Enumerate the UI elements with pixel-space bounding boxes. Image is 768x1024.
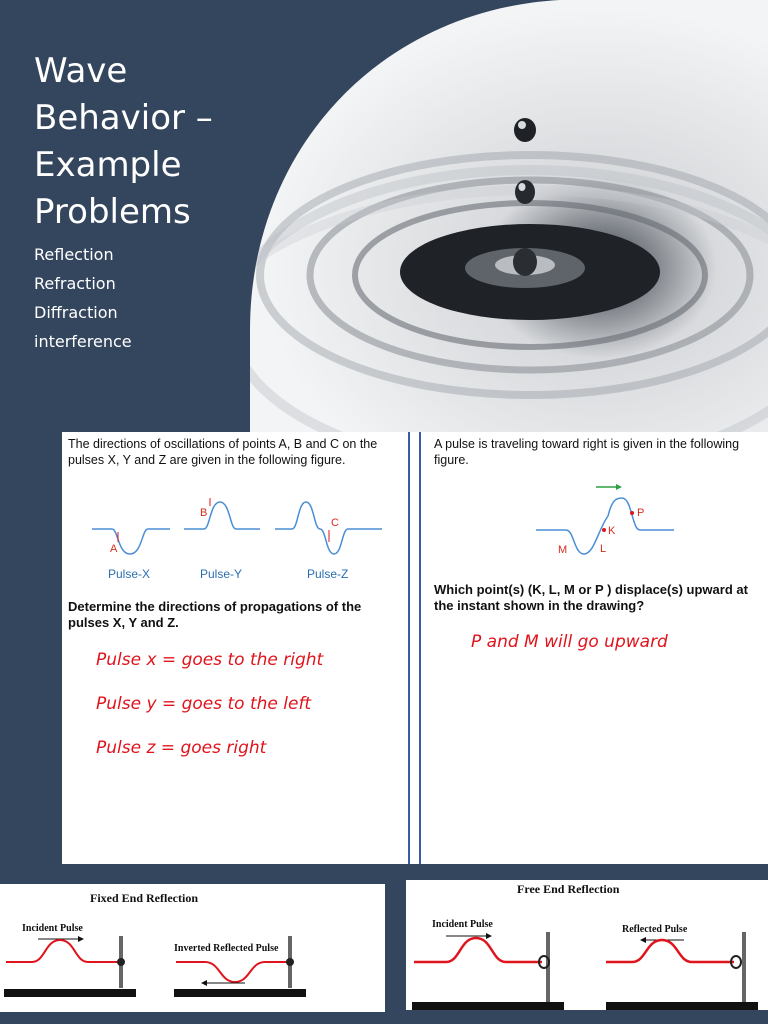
left-question: Determine the directions of propagations of the pulses X, Y and Z. <box>68 599 362 630</box>
point-label-a: A <box>110 543 118 555</box>
point-label-p: P <box>637 507 645 519</box>
free-incident-label: Incident Pulse <box>432 919 493 930</box>
topic-item: Reflection <box>34 245 114 264</box>
panel-divider <box>408 432 410 864</box>
fixed-reflection-title: Fixed End Reflection <box>90 891 198 905</box>
fixed-end-reflection-diagram <box>0 884 385 1012</box>
right-question: Which point(s) (K, L, M or P ) displace(s) upward at the instant shown in the drawing? <box>434 582 748 613</box>
answer-y: Pulse y = goes to the left <box>96 694 312 714</box>
point-label-b: B <box>200 507 208 519</box>
title-slide <box>0 0 768 432</box>
pulse-y-label: Pulse-Y <box>200 567 243 581</box>
topic-item: Refraction <box>34 274 116 293</box>
left-margin <box>0 432 62 864</box>
topic-list <box>34 240 132 356</box>
pulse-figure <box>92 496 392 586</box>
point-label-k: K <box>608 525 616 537</box>
answer-z: Pulse z = goes right <box>96 738 267 758</box>
slide-title: Wave Behavior – Example Problems <box>34 51 213 232</box>
droplet-icon <box>513 248 537 276</box>
handwritten-answer <box>467 627 767 657</box>
free-reflected-label: Reflected Pulse <box>622 924 688 935</box>
topic-item: interference <box>34 332 132 351</box>
free-reflection-title: Free End Reflection <box>517 882 620 896</box>
traveling-pulse-figure <box>536 480 676 562</box>
point-label-l: L <box>600 543 607 555</box>
topic-item: Diffraction <box>34 303 118 322</box>
droplet-icon <box>514 118 536 142</box>
fixed-reflected-label: Inverted Reflected Pulse <box>174 943 279 954</box>
droplet-icon <box>515 180 535 204</box>
panel-divider <box>419 432 421 864</box>
free-end-reflection-diagram <box>406 880 768 1010</box>
handwritten-answers <box>92 637 392 767</box>
notes-panel <box>62 432 768 864</box>
fixed-incident-label: Incident Pulse <box>22 923 83 934</box>
answer-x: Pulse x = goes to the right <box>96 650 324 670</box>
left-problem-intro: The directions of oscillations of points A, B and C on the pulses X, Y and Z are given in the following figure. <box>68 437 378 467</box>
pulse-z-label: Pulse-Z <box>307 567 349 581</box>
arrow-right-icon <box>616 484 622 490</box>
right-problem-intro: A pulse is traveling toward right is given in the following figure. <box>434 437 740 467</box>
answer-right: P and M will go upward <box>471 632 668 652</box>
point-label-m: M <box>558 544 568 556</box>
point-label-c: C <box>331 517 339 529</box>
pulse-x-label: Pulse-X <box>108 567 151 581</box>
